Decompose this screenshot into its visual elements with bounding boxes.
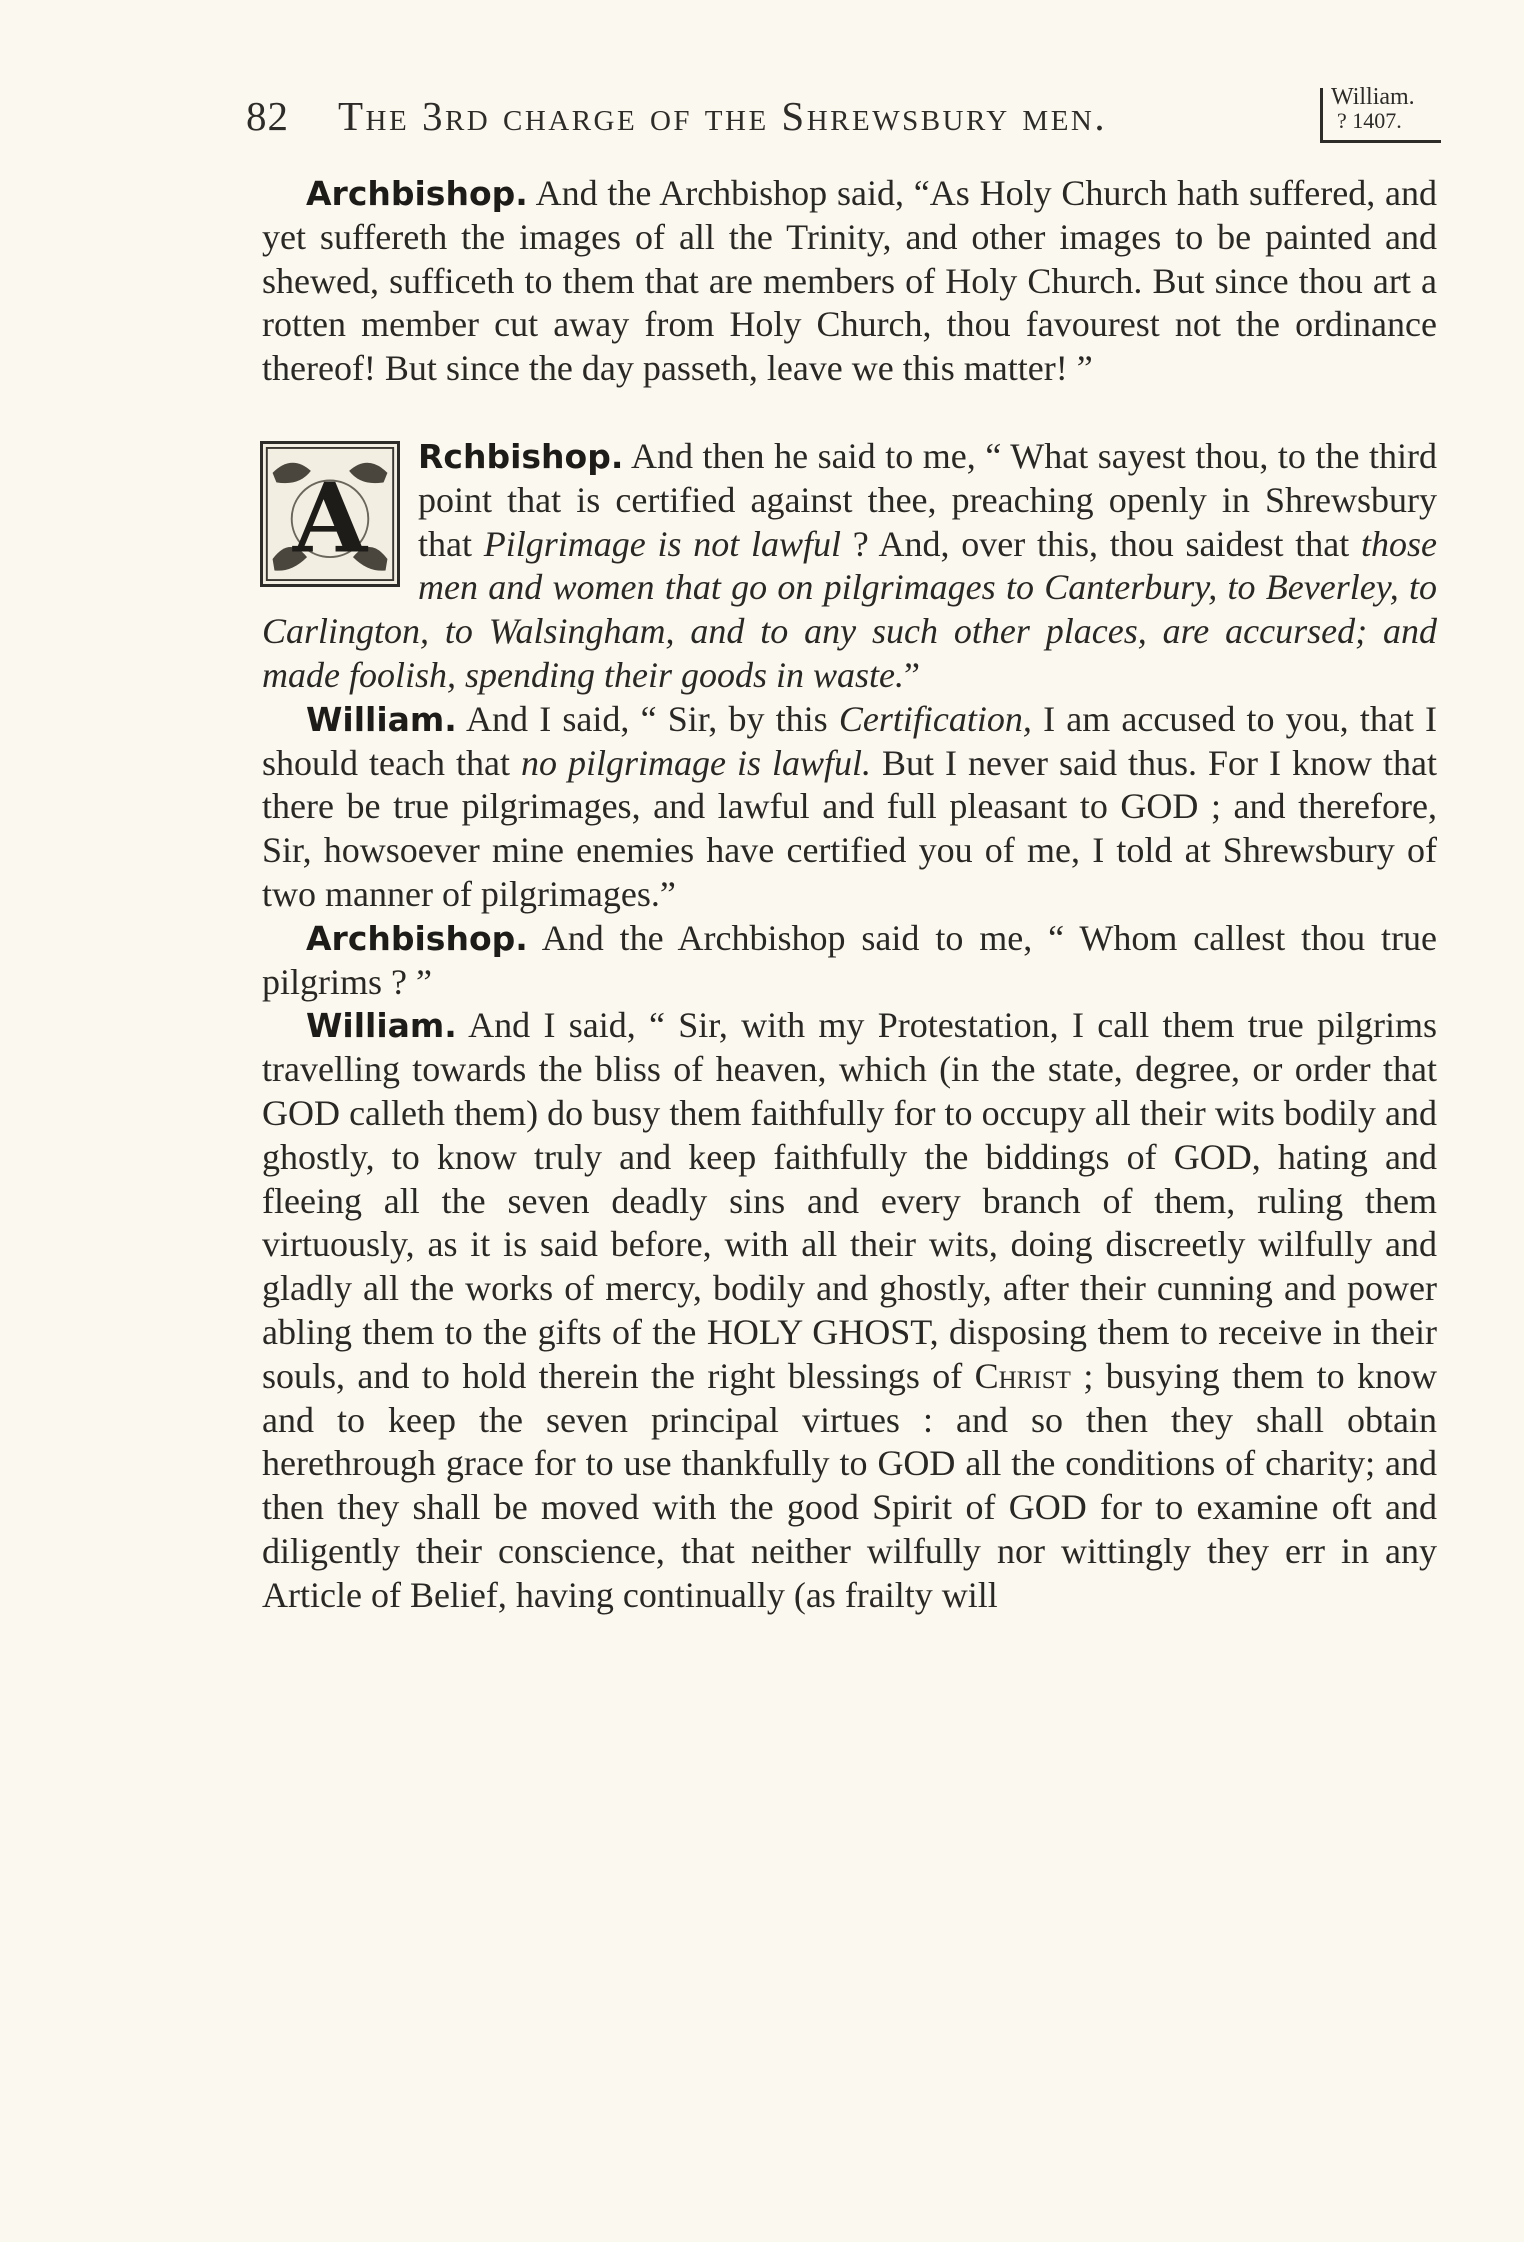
running-header [246, 84, 1441, 148]
italic-phrase: Pilgrimage is not lawful [483, 523, 842, 564]
initial-letter: A [292, 461, 368, 575]
italic-phrase: those men and women that go on pilgrimages to Canterbury, to Beverley, to Carlington, to Walsingham, and to any such other places, are accursed; and made foolish, spending their goods in waste. [262, 523, 1438, 695]
paragraph-4: Archbishop. And the Archbishop said to me, “ Whom callest thou true pilgrims ? ” [262, 917, 1438, 1002]
page-number: 82 [246, 93, 289, 139]
paragraph-3: William. And I said, “ Sir, by this Certification, I am accused to you, that I should teach that no pilgrimage is lawful. But I never said thus. For I know that there be true pilgrimages, and lawful and full pleasant to GOD ; and therefore, Sir, howsoever mine enemies have certified you of me, I told at Shrewsbury of two manner of pilgrimages.” [262, 698, 1438, 914]
side-note-name: William. [1331, 84, 1415, 110]
speaker-label: William. [306, 1006, 457, 1046]
body-text [262, 172, 1437, 1618]
paragraph-1 [262, 172, 1437, 391]
speaker-label: William. [306, 699, 457, 739]
small-caps-word: Christ [974, 1355, 1071, 1396]
speaker-label: Archbishop. [306, 174, 528, 213]
paragraph-5: William. And I said, “ Sir, with my Protestation, I call them true pilgrims travelling towards the bliss of heaven, which (in the state, degree, or order that GOD calleth them) do busy them faithfully for to occupy all their wits bodily and ghostly, to know truly and keep faithfully the biddings of GOD, hating and fleeing all the seven deadly sins and every branch of them, ruling them virtuously, as it is said before, with all their wits, doing discreetly wilfully and gladly all the works of mercy, bodily and ghostly, after their cunning and power abling them to the gifts of the HOLY GHOST, disposing them to receive in their souls, and to hold therein the right blessings of Christ ; busying them to know and to keep the seven principal virtues : and so then they shall obtain herethrough grace for to use thankfully to GOD all the conditions of charity; and then they shall be moved with the good Spirit of GOD for to examine oft and diligently their conscience, that neither wilfully nor wittingly they err in any Article of Belief, having continually (as frailty will [262, 1005, 1438, 1615]
italic-phrase: no pilgrimage is lawful. [520, 742, 872, 783]
italic-phrase: Certification, [838, 698, 1032, 739]
speaker-label: Archbishop. [306, 918, 528, 958]
paragraph-2: A Rchbishop. And then he said to me, “ What sayest thou, to the third point that is certified against thee, preaching openly in Shrewsbury that Pilgrimage is not lawful ? And, over this, thou saidest that those men and women that go on pilgrimages to Canterbury, to Beverley, to Carlington, to Walsingham, and to any such other places, are accursed; and made foolish, spending their goods in waste.” [262, 435, 1438, 695]
ornament-icon [263, 444, 397, 584]
paragraph-text: And the Archbishop said, “As Holy Church hath suffered, and yet suffereth the images of all the Trinity, and other images to be painted and shewed, sufficeth to them that are members of Holy Church. But since thou art a rotten member cut away from Holy Church, thou favourest not the ordinance thereof! But since the day passeth, leave we this matter! ” [262, 173, 1438, 389]
decorated-initial-a [260, 441, 400, 587]
side-note-bracket [1320, 84, 1441, 143]
speaker-label: Rchbishop. [418, 436, 624, 476]
side-note-year: ? 1407. [1337, 108, 1402, 133]
running-title: The 3rd charge of the Shrewsbury men. [338, 93, 1108, 139]
